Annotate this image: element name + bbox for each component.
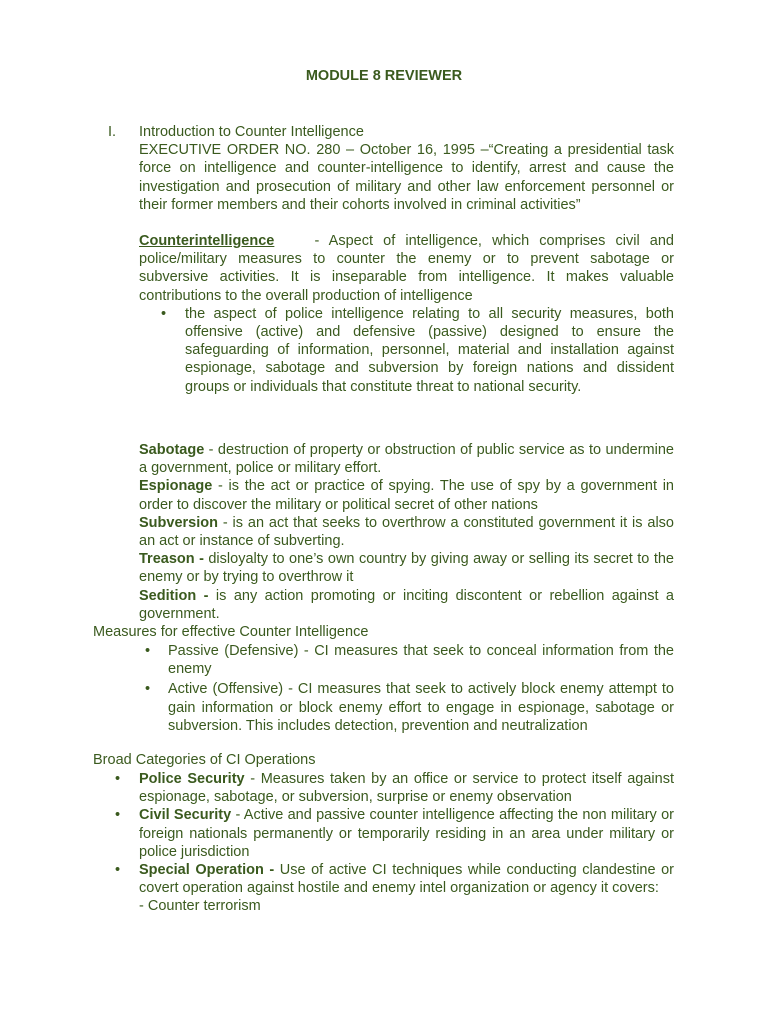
category-text: Use of active CI techniques while conducting clandestine or covert operation against hostile and enemy intel organization or agency it covers: xyxy=(139,862,674,897)
category-term: Civil Security xyxy=(139,807,232,824)
category-term: Special Operation - xyxy=(139,862,275,879)
categories-list xyxy=(139,770,674,897)
categories-heading: Broad Categories of CI Operations xyxy=(93,752,316,768)
counterintelligence-term: Counterintelligence xyxy=(139,233,275,250)
definition-text: - is the act or practice of spying. The use of spy by a government in order to discover the military or political secret of other nations xyxy=(139,478,674,513)
definition-text: - is an act that seeks to overthrow a constituted government it is also an act or instance of subverting. xyxy=(139,514,674,550)
definition-term: Espionage xyxy=(139,478,213,495)
definitions xyxy=(139,441,674,623)
definition-sabotage xyxy=(139,441,674,477)
list-item xyxy=(139,861,674,897)
list-item xyxy=(139,806,674,861)
executive-order-paragraph: EXECUTIVE ORDER NO. 280 – October 16, 1995 –“Creating a presidential task force on intelligence and counter-intelligence to identify, arrest and cause the investigation and prosecution of military and other law enforcement personnel or their former members and their cohorts involved in criminal activities” xyxy=(139,142,674,213)
section-heading: Introduction to Counter Intelligence xyxy=(139,124,364,140)
counterintelligence-list xyxy=(185,305,674,396)
category-text: - Active and passive counter intelligence affecting the non military or foreign nationals permanently or temporarily residing in an area under military or police jurisdiction xyxy=(139,807,675,860)
categories-tail: - Counter terrorism xyxy=(139,898,261,915)
definition-text: disloyalty to one’s own country by giving away or selling its secret to the enemy or by trying to overthrow it xyxy=(139,551,674,586)
definition-term: Sedition - xyxy=(139,587,209,604)
list-item xyxy=(139,770,674,806)
definition-subversion xyxy=(139,514,674,550)
category-text: - Measures taken by an office or service to protect itself against espionage, sabotage, or subversion, surprise or enemy observation xyxy=(139,771,674,806)
section-intro xyxy=(139,123,674,396)
list-item: • the aspect of police intelligence relating to all security measures, both offensive (active) and defensive (passive) designed to ensure the safeguarding of information, personnel, material and installation against espionage, sabotage and subversion by foreign nations and dissident groups or individuals that constitute threat to national security. xyxy=(185,305,674,396)
definition-text: - destruction of property or obstruction of public service as to undermine a government, police or military effort. xyxy=(139,442,674,477)
page-title: MODULE 8 REVIEWER xyxy=(305,68,463,84)
definition-sedition xyxy=(139,587,674,623)
definition-term: Subversion xyxy=(139,514,218,531)
definition-treason xyxy=(139,550,674,586)
definition-text: is any action promoting or inciting discontent or rebellion against a government. xyxy=(139,587,674,622)
measures-list xyxy=(168,642,674,735)
category-term: Police Security xyxy=(139,771,245,787)
counterintelligence-paragraph xyxy=(139,232,674,305)
counterintelligence-definition: - Aspect of intelligence, which comprises civil and police/military measures to counter the enemy or to prevent sabotage or subversive activities. It is inseparable from intelligence. It makes valuable contributions to the overall production of intelligence xyxy=(139,233,674,304)
list-item: • Passive (Defensive) - CI measures that seek to conceal information from the enemy xyxy=(168,642,674,678)
definition-espionage xyxy=(139,477,674,513)
measures-heading: Measures for effective Counter Intelligence xyxy=(93,624,369,640)
section-number: I. xyxy=(108,124,117,140)
definition-term: Treason - xyxy=(139,551,204,568)
list-item: • Active (Offensive) - CI measures that seek to actively block enemy attempt to gain information or block enemy effort to engage in espionage, sabotage or subversion. This includes detection, prevention and neutralization xyxy=(168,680,674,735)
categories xyxy=(139,770,674,916)
definition-term: Sabotage xyxy=(139,442,205,458)
